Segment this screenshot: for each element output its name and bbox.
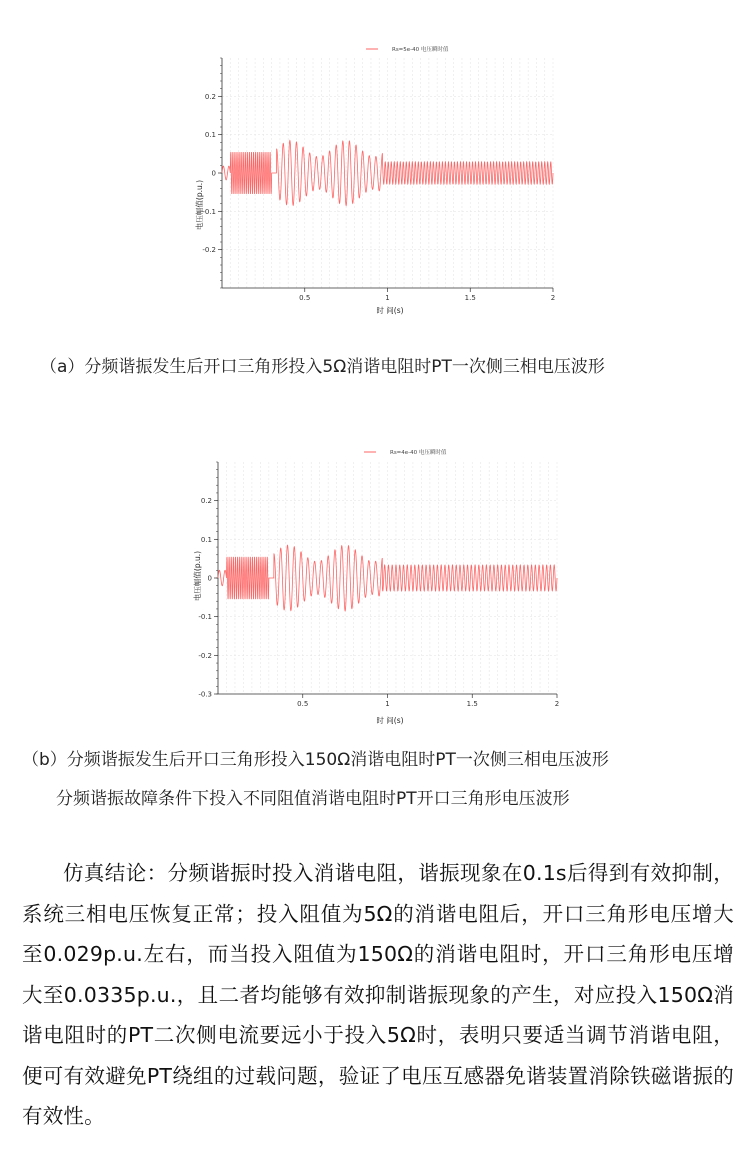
chart-b-xtick-label: 0.5 bbox=[297, 700, 309, 708]
chart-b bbox=[0, 436, 750, 731]
caption-b: （b）分频谐振发生后开口三角形投入150Ω消谐电阻时PT一次侧三相电压波形 bbox=[22, 750, 609, 770]
chart-b-xlabel: 时 间(s) bbox=[376, 716, 404, 725]
chart-a-legend: Rs=5e-40 电压瞬时值 bbox=[392, 47, 449, 53]
chart-a-svg bbox=[0, 30, 750, 320]
chart-a-ytick-label: 0 bbox=[211, 169, 216, 178]
chart-a-xlabel: 时 间(s) bbox=[376, 306, 404, 315]
chart-a-xtick-label: 1 bbox=[385, 294, 390, 302]
chart-a-xtick-label: 0.5 bbox=[299, 294, 311, 302]
chart-a-ytick-label: -0.1 bbox=[202, 207, 216, 216]
chart-b-svg bbox=[0, 436, 750, 731]
chart-b-ytick-label: 0 bbox=[207, 574, 212, 583]
chart-b-legend: Rs=4e-40 电压瞬时值 bbox=[390, 450, 447, 456]
caption-a: （a）分频谐振发生后开口三角形投入5Ω消谐电阻时PT一次侧三相电压波形 bbox=[40, 357, 605, 377]
chart-b-ytick-label: -0.1 bbox=[198, 613, 212, 622]
chart-a-ytick-label: 0.1 bbox=[204, 131, 216, 140]
figure-caption: 分频谐振故障条件下投入不同阻值消谐电阻时PT开口三角形电压波形 bbox=[56, 789, 570, 809]
conclusion-paragraph: 仿真结论：分频谐振时投入消谐电阻，谐振现象在0.1s后得到有效抑制，系统三相电压恢复正常；投入阻值为5Ω的消谐电阻后，开口三角形电压增大至0.029p.u.左右，而当投入阻值为150Ω的消谐电阻时，开口三角形电压增大至0.0335p.u.，且二者均能够有效抑制谐振现象的产生，对应投入150Ω消谐电阻时的PT二次侧电流要远小于投入5Ω时，表明只要适当调节消谐电阻，便可有效避免PT绕组的过载问题，验证了电压互感器免谐装置消除铁磁谐振的有效性。 bbox=[22, 861, 734, 1128]
chart-b-xtick-label: 2 bbox=[554, 700, 560, 708]
chart-a-ytick-label: 0.2 bbox=[204, 92, 216, 101]
chart-b-xtick-label: 1.5 bbox=[466, 700, 478, 708]
chart-a bbox=[0, 30, 750, 320]
chart-b-ytick-label: -0.3 bbox=[198, 690, 212, 699]
chart-a-ytick-label: -0.2 bbox=[202, 246, 216, 255]
chart-b-ytick-label: -0.2 bbox=[198, 651, 212, 660]
chart-b-ytick-label: 0.2 bbox=[200, 497, 212, 506]
chart-b-ylabel: 电压幅值(p.u.) bbox=[193, 550, 202, 602]
chart-a-ylabel: 电压幅值(p.u.) bbox=[195, 179, 204, 231]
chart-a-xtick-label: 2 bbox=[550, 294, 556, 302]
chart-b-xtick-label: 1 bbox=[385, 700, 390, 708]
chart-a-xtick-label: 1.5 bbox=[464, 294, 476, 302]
chart-b-ytick-label: 0.1 bbox=[200, 535, 212, 544]
